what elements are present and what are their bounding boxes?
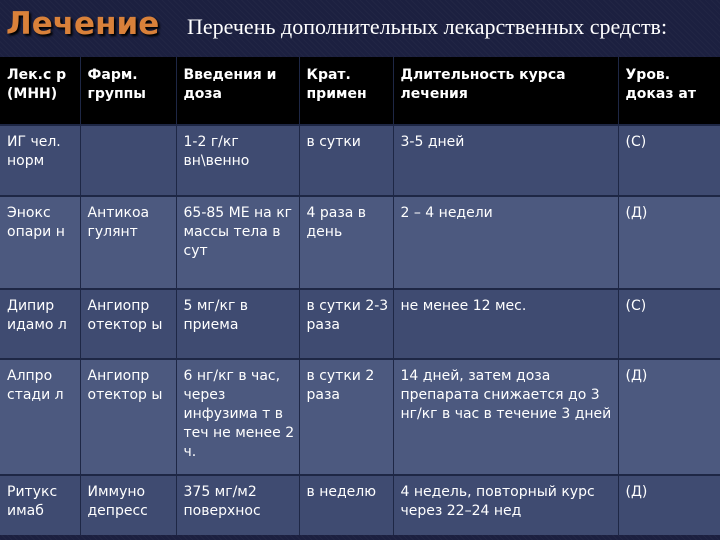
cell-frequency: в сутки: [299, 125, 393, 196]
cell-duration: 3-5 дней: [393, 125, 618, 196]
slide-title: Лечение: [6, 6, 160, 42]
cell-duration: 14 дней, затем доза препарата снижается до 3 нг/кг в час в течение 3 дней: [393, 359, 618, 475]
table-row: [0, 475, 720, 535]
table-row: [0, 359, 720, 475]
cell-drug: Ритукс имаб: [0, 475, 80, 535]
slide-subtitle: Перечень дополнительных лекарственных средств:: [187, 14, 668, 39]
cell-evidence-level: (Д): [618, 196, 720, 289]
table-header-row: [0, 57, 720, 125]
header-pharm-group: Фарм. группы: [80, 57, 176, 125]
cell-drug: Энокс опари н: [0, 196, 80, 289]
cell-duration: 2 – 4 недели: [393, 196, 618, 289]
cell-duration: 4 недель, повторный курс через 22–24 нед: [393, 475, 618, 535]
table-row: [0, 289, 720, 359]
cell-pharm-group: Ангиопр отектор ы: [80, 289, 176, 359]
cell-pharm-group: Иммуно депресс: [80, 475, 176, 535]
cell-dose: 375 мг/м2 поверхнос: [176, 475, 299, 535]
table-row: [0, 196, 720, 289]
cell-dose: 65-85 МЕ на кг массы тела в сут: [176, 196, 299, 289]
cell-frequency: в сутки 2-3 раза: [299, 289, 393, 359]
cell-evidence-level: (С): [618, 125, 720, 196]
cell-frequency: в неделю: [299, 475, 393, 535]
header-duration: Длительность курса лечения: [393, 57, 618, 125]
cell-dose: 1-2 г/кг вн\венно: [176, 125, 299, 196]
cell-pharm-group: Ангиопр отектор ы: [80, 359, 176, 475]
cell-duration: не менее 12 мес.: [393, 289, 618, 359]
cell-pharm-group: [80, 125, 176, 196]
drug-table: [0, 57, 720, 535]
header-frequency: Крат. примен: [299, 57, 393, 125]
cell-evidence-level: (Д): [618, 475, 720, 535]
table-row: [0, 125, 720, 196]
cell-frequency: в сутки 2 раза: [299, 359, 393, 475]
cell-evidence-level: (С): [618, 289, 720, 359]
header-drug: Лек.с р (МНН): [0, 57, 80, 125]
header-evidence-level: Уров. доказ ат: [618, 57, 720, 125]
cell-drug: Алпро стади л: [0, 359, 80, 475]
cell-dose: 6 нг/кг в час, через инфузима т в теч не менее 2 ч.: [176, 359, 299, 475]
header-dose: Введения и доза: [176, 57, 299, 125]
cell-dose: 5 мг/кг в приема: [176, 289, 299, 359]
cell-pharm-group: Антикоа гулянт: [80, 196, 176, 289]
cell-evidence-level: (Д): [618, 359, 720, 475]
cell-frequency: 4 раза в день: [299, 196, 393, 289]
cell-drug: Дипир идамо л: [0, 289, 80, 359]
cell-drug: ИГ чел. норм: [0, 125, 80, 196]
